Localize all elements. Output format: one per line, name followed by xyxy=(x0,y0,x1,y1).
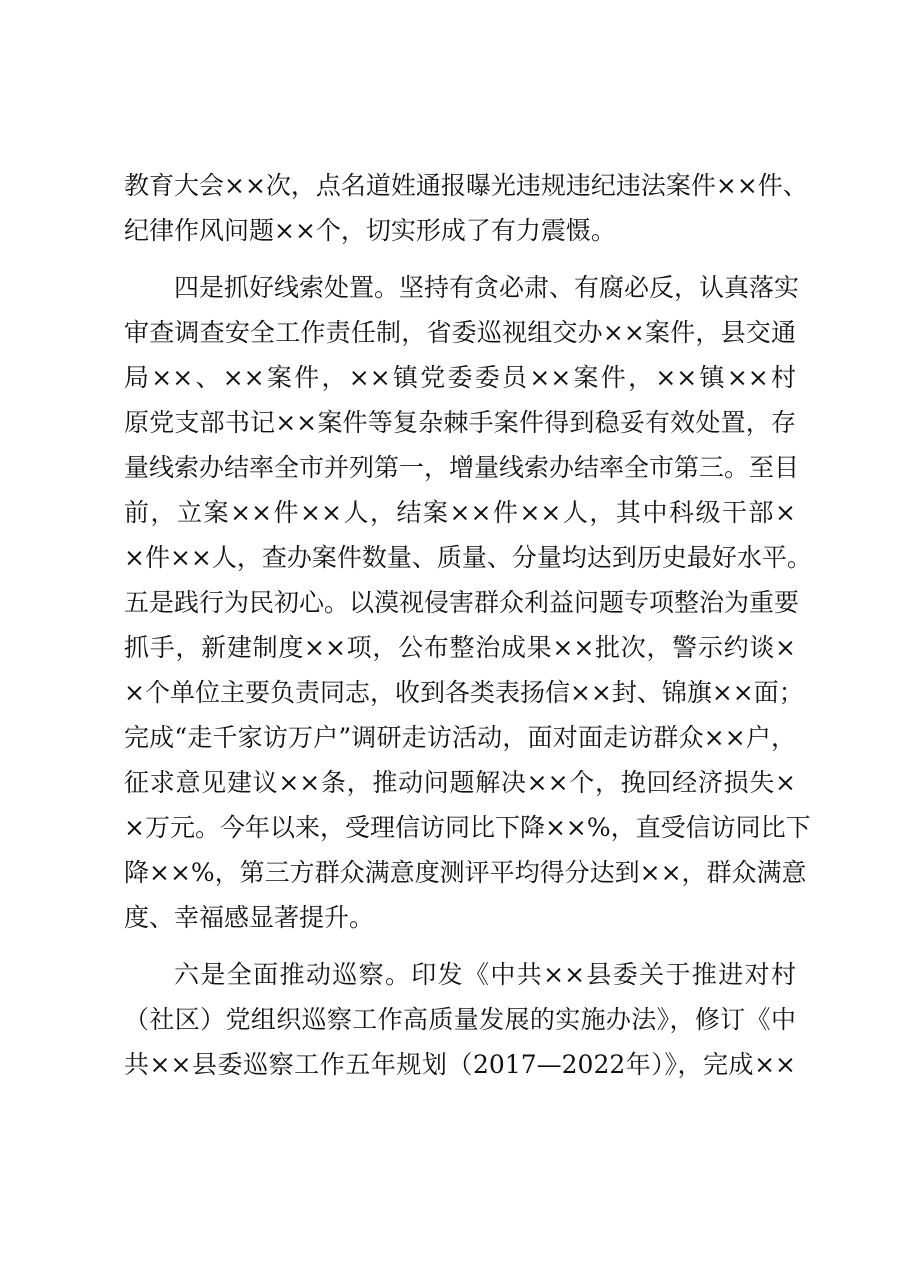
text-line: ×个单位主要负责同志，收到各类表扬信××封、锦旗××面； xyxy=(124,678,804,707)
text-line: （社区）党组织巡察工作高质量发展的实施办法》，修订《中 xyxy=(124,1005,796,1034)
text-line: 局××、××案件，××镇党委委员××案件，××镇××村 xyxy=(124,363,796,392)
text-line: ×件××人，查办案件数量、质量、分量均达到历史最好水平。 xyxy=(124,543,812,572)
text-line: 五是践行为民初心。以漠视侵害群众利益问题专项整治为重要 xyxy=(124,588,800,617)
text-line: 审查调查安全工作责任制，省委巡视组交办××案件，县交通 xyxy=(124,318,796,347)
body-text xyxy=(124,163,812,1087)
text-line: 纪律作风问题××个，切实形成了有力震慑。 xyxy=(124,216,616,245)
paragraph-start-line: 六是全面推动巡察。印发《中共××县委关于推进对村 xyxy=(174,960,796,989)
text-line: 征求意见建议××条，推动问题解决××个，挽回经济损失× xyxy=(124,768,796,797)
text-line: 教育大会××次，点名道姓通报曝光违规违纪违法案件××件、 xyxy=(124,171,808,200)
paragraph-gap xyxy=(124,940,796,952)
paragraph-gap xyxy=(124,253,796,265)
text-line: 度、幸福感显著提升。 xyxy=(124,903,375,932)
text-line: 前，立案××件××人，结案××件××人，其中科级干部× xyxy=(124,498,796,527)
text-line: 量线索办结率全市并列第一，增量线索办结率全市第三。至目 xyxy=(124,453,800,482)
text-line: 完成“走千家访万户”调研走访活动，面对面走访群众××户， xyxy=(124,723,796,752)
text-line: 共××县委巡察工作五年规划（2017—2022年）》，完成×× xyxy=(124,1050,796,1079)
text-line: 原党支部书记××案件等复杂棘手案件得到稳妥有效处置，存 xyxy=(124,408,796,437)
text-line: 降××%，第三方群众满意度测评平均得分达到××，群众满意 xyxy=(124,858,807,887)
paragraph-start-line: 四是抓好线索处置。坚持有贪必肃、有腐必反，认真落实 xyxy=(174,273,800,302)
text-line: 抓手，新建制度××项，公布整治成果××批次，警示约谈× xyxy=(124,633,796,662)
text-line: ×万元。今年以来，受理信访同比下降××%，直受信访同比下 xyxy=(124,813,811,842)
